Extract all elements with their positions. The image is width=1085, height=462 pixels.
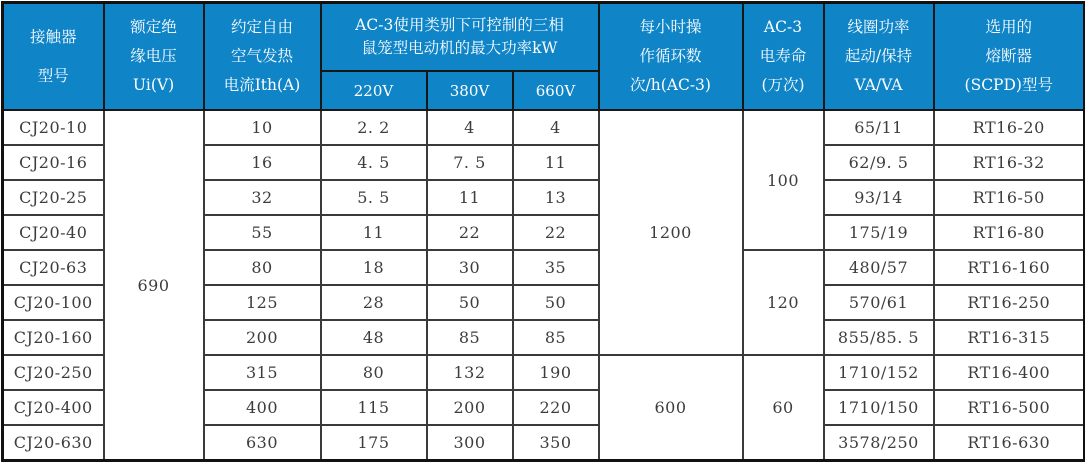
cell-fuse-type: RT16-315 xyxy=(934,320,1085,355)
header-line: (SCPD)型号 xyxy=(964,75,1053,94)
header-operation-cycles xyxy=(599,3,743,111)
header-380v: 380V xyxy=(427,71,513,110)
header-line: 电寿命 xyxy=(759,47,807,66)
cell-kw-220v: 28 xyxy=(321,285,427,320)
cell-kw-220v: 18 xyxy=(321,250,427,285)
cell-kw-660v: 35 xyxy=(513,250,599,285)
header-line: 熔断器 xyxy=(985,47,1032,66)
header-fuse-type xyxy=(934,3,1085,111)
header-220v: 220V xyxy=(321,71,427,110)
cell-kw-220v: 2. 2 xyxy=(321,110,427,145)
cell-coil-power: 480/57 xyxy=(824,250,934,285)
table-body xyxy=(3,110,1085,461)
cell-kw-380v: 7. 5 xyxy=(427,145,513,180)
cell-model: CJ20-10 xyxy=(3,110,104,145)
header-line: 选用的 xyxy=(985,18,1032,37)
cell-model: CJ20-400 xyxy=(3,390,104,425)
cell-electrical-life: 120 xyxy=(743,250,824,355)
cell-model: CJ20-16 xyxy=(3,145,104,180)
cell-coil-power: 3578/250 xyxy=(824,425,934,461)
header-max-power-group xyxy=(321,3,599,72)
cell-thermal-current: 32 xyxy=(204,180,321,215)
header-line: 鼠笼型电动机的最大功率kW xyxy=(361,39,558,57)
cell-kw-380v: 50 xyxy=(427,285,513,320)
header-line: 电流Ith(A) xyxy=(223,75,301,94)
cell-kw-380v: 200 xyxy=(427,390,513,425)
cell-thermal-current: 630 xyxy=(204,425,321,461)
header-line: 起动/保持 xyxy=(844,47,913,66)
header-line: 额定绝 xyxy=(130,18,177,37)
cell-kw-380v: 11 xyxy=(427,180,513,215)
cell-coil-power: 570/61 xyxy=(824,285,934,320)
cell-coil-power: 1710/150 xyxy=(824,390,934,425)
header-line: 次/h(AC-3) xyxy=(630,75,711,94)
cell-kw-220v: 175 xyxy=(321,425,427,461)
cell-fuse-type: RT16-50 xyxy=(934,180,1085,215)
cell-coil-power: 1710/152 xyxy=(824,355,934,390)
cell-thermal-current: 125 xyxy=(204,285,321,320)
cell-coil-power: 175/19 xyxy=(824,215,934,250)
cell-kw-660v: 13 xyxy=(513,180,599,215)
cell-kw-660v: 11 xyxy=(513,145,599,180)
cell-coil-power: 855/85. 5 xyxy=(824,320,934,355)
header-line: 作循环数 xyxy=(639,47,702,66)
header-thermal-current xyxy=(204,3,321,111)
header-line: AC-3 xyxy=(763,18,803,37)
header-line: 空气发热 xyxy=(230,47,293,66)
cell-fuse-type: RT16-80 xyxy=(934,215,1085,250)
header-row-1 xyxy=(3,3,1085,72)
header-insulation-voltage xyxy=(104,3,204,111)
cell-kw-660v: 4 xyxy=(513,110,599,145)
cell-kw-660v: 350 xyxy=(513,425,599,461)
header-line: 线圈功率 xyxy=(847,18,910,37)
header-line: VA/VA xyxy=(854,75,903,94)
cell-fuse-type: RT16-32 xyxy=(934,145,1085,180)
header-line: 约定自由 xyxy=(230,18,293,37)
cell-thermal-current: 200 xyxy=(204,320,321,355)
cell-kw-660v: 220 xyxy=(513,390,599,425)
cell-fuse-type: RT16-500 xyxy=(934,390,1085,425)
cell-thermal-current: 80 xyxy=(204,250,321,285)
table-row xyxy=(3,110,1085,145)
cell-thermal-current: 16 xyxy=(204,145,321,180)
contactor-spec-table xyxy=(1,1,1085,462)
cell-model: CJ20-630 xyxy=(3,425,104,461)
cell-thermal-current: 10 xyxy=(204,110,321,145)
cell-coil-power: 65/11 xyxy=(824,110,934,145)
cell-insulation-voltage: 690 xyxy=(104,110,204,461)
cell-kw-220v: 48 xyxy=(321,320,427,355)
header-line: Ui(V) xyxy=(132,75,175,94)
cell-kw-660v: 190 xyxy=(513,355,599,390)
header-line: 缘电压 xyxy=(130,47,177,66)
cell-kw-220v: 5. 5 xyxy=(321,180,427,215)
cell-model: CJ20-100 xyxy=(3,285,104,320)
cell-kw-380v: 85 xyxy=(427,320,513,355)
header-coil-power xyxy=(824,3,934,111)
cell-electrical-life: 60 xyxy=(743,355,824,461)
cell-kw-660v: 50 xyxy=(513,285,599,320)
cell-kw-660v: 85 xyxy=(513,320,599,355)
table-header xyxy=(3,3,1085,111)
cell-fuse-type: RT16-20 xyxy=(934,110,1085,145)
cell-model: CJ20-40 xyxy=(3,215,104,250)
cell-kw-220v: 80 xyxy=(321,355,427,390)
cell-kw-220v: 11 xyxy=(321,215,427,250)
cell-coil-power: 93/14 xyxy=(824,180,934,215)
header-line: AC-3使用类别下可控制的三相 xyxy=(355,15,564,34)
cell-kw-380v: 4 xyxy=(427,110,513,145)
cell-model: CJ20-250 xyxy=(3,355,104,390)
cell-kw-380v: 30 xyxy=(427,250,513,285)
cell-model: CJ20-25 xyxy=(3,180,104,215)
cell-kw-220v: 115 xyxy=(321,390,427,425)
cell-kw-660v: 22 xyxy=(513,215,599,250)
header-electrical-life xyxy=(743,3,824,111)
cell-thermal-current: 400 xyxy=(204,390,321,425)
header-line: 型号 xyxy=(37,66,69,85)
cell-operation-cycles: 600 xyxy=(599,355,743,461)
cell-kw-380v: 300 xyxy=(427,425,513,461)
header-line: 每小时操 xyxy=(639,18,702,37)
header-model xyxy=(3,3,104,111)
cell-kw-220v: 4. 5 xyxy=(321,145,427,180)
header-line: 接触器 xyxy=(29,27,77,46)
cell-model: CJ20-160 xyxy=(3,320,104,355)
cell-fuse-type: RT16-250 xyxy=(934,285,1085,320)
cell-thermal-current: 55 xyxy=(204,215,321,250)
cell-coil-power: 62/9. 5 xyxy=(824,145,934,180)
cell-kw-380v: 132 xyxy=(427,355,513,390)
cell-fuse-type: RT16-160 xyxy=(934,250,1085,285)
cell-operation-cycles: 1200 xyxy=(599,110,743,355)
cell-fuse-type: RT16-400 xyxy=(934,355,1085,390)
cell-electrical-life: 100 xyxy=(743,110,824,250)
header-line: (万次) xyxy=(761,75,805,94)
cell-kw-380v: 22 xyxy=(427,215,513,250)
cell-thermal-current: 315 xyxy=(204,355,321,390)
cell-fuse-type: RT16-630 xyxy=(934,425,1085,461)
cell-model: CJ20-63 xyxy=(3,250,104,285)
header-660v: 660V xyxy=(513,71,599,110)
